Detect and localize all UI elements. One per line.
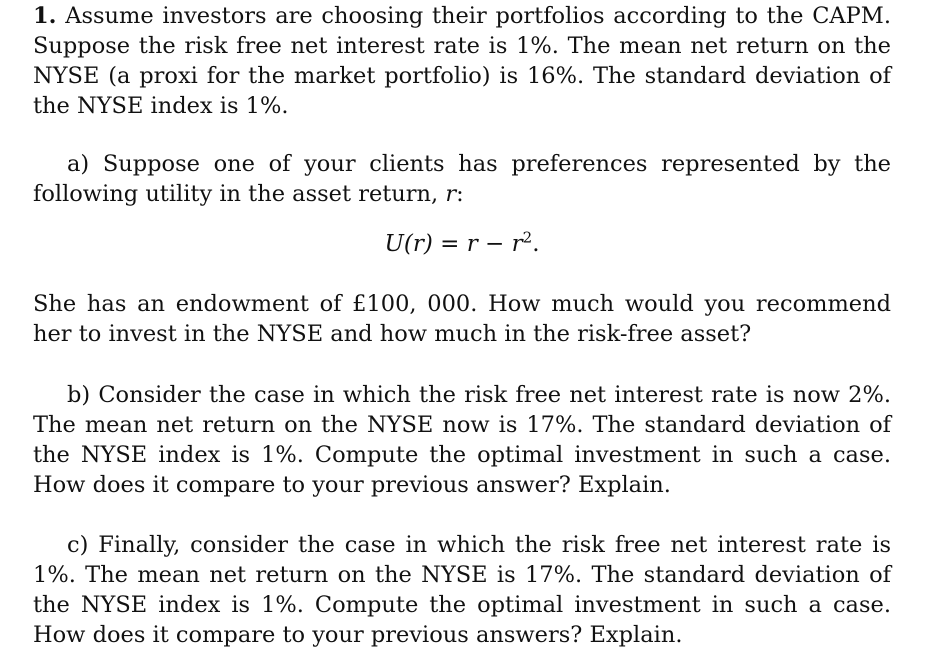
problem-number: 1.: [33, 3, 57, 29]
part-a-followup-paragraph: She has an endowment of £100, 000. How much would you recommend her to invest in the NYSE and how much in the risk-free asset?: [33, 291, 891, 347]
problem-intro-text: Assume investors are choosing their portfolios according to the CAPM. Suppose the risk free net interest rate is 1%. The mean net return on the NYSE (a proxi for the market portfolio) is 16%. The standard deviation of the NYSE index is 1%.: [33, 3, 891, 119]
part-c-text: c) Finally, consider the case in which the risk free net interest rate is 1%. The mean net return on the NYSE is 17%. The standard deviation of the NYSE index is 1%. Compute the optimal investment in such a case. How does it compare to your previous answers? Explain.: [33, 532, 891, 648]
part-b-text: b) Consider the case in which the risk free net interest rate is now 2%. The mean net return on the NYSE now is 17%. The standard deviation of the NYSE index is 1%. Compute the optimal investment in such a case. How does it compare to your previous answer? Explain.: [33, 382, 891, 498]
problem-intro-paragraph: [33, 1, 891, 121]
part-c-paragraph: [33, 530, 891, 650]
part-a-paragraph: [33, 149, 891, 209]
equation-exponent: 2: [522, 228, 533, 247]
part-a-colon: :: [456, 181, 464, 207]
equation-rhs: r − r: [466, 231, 523, 257]
part-a-variable: r: [445, 181, 457, 207]
part-b-paragraph: [33, 380, 891, 500]
equation-equals: =: [432, 231, 467, 257]
part-a-text: a) Suppose one of your clients has preferences represented by the following utility in the asset return,: [33, 151, 891, 207]
utility-equation: [33, 229, 891, 259]
equation-period: .: [532, 231, 540, 257]
equation-lhs: U: [384, 231, 404, 257]
equation-arg: (r): [403, 231, 433, 257]
